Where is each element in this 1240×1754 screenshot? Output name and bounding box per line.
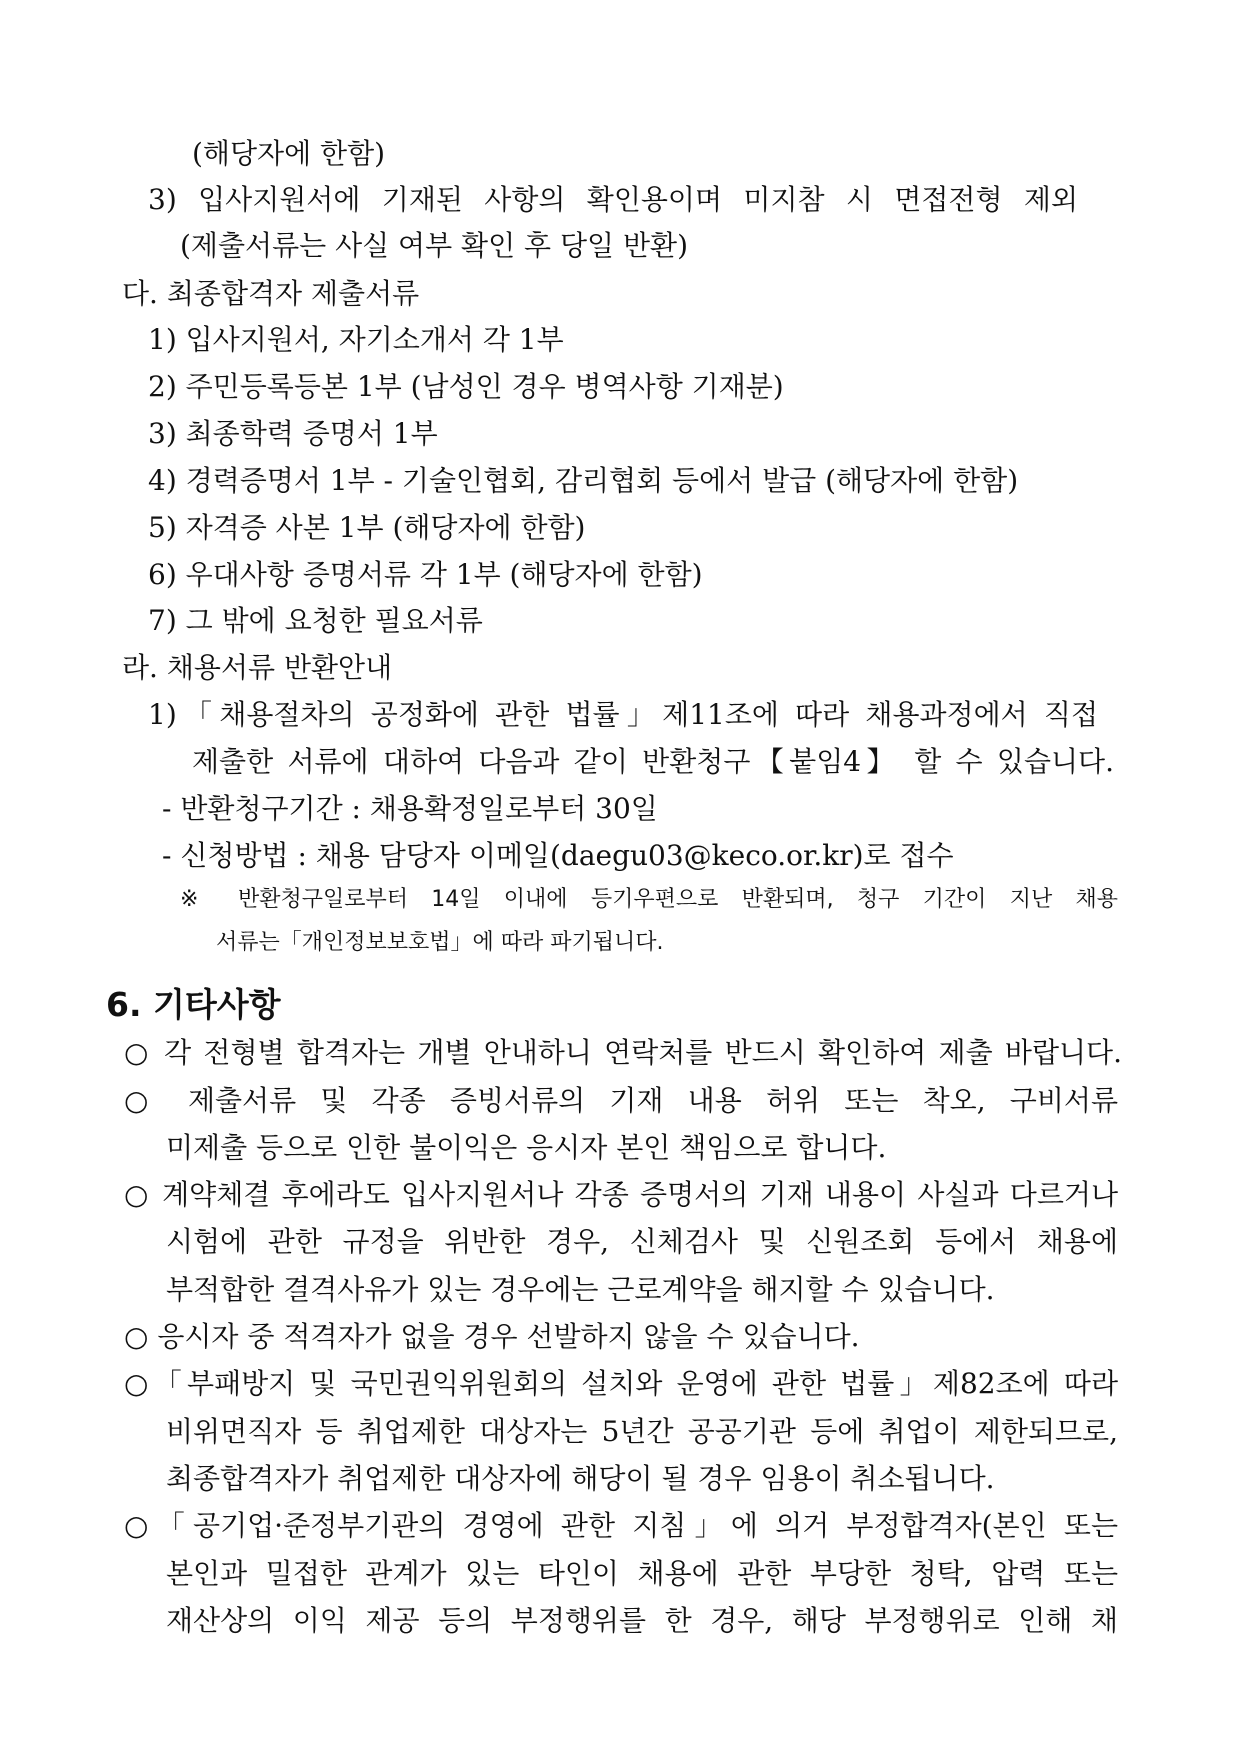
misc-item-2-cont: 미제출 등으로 인한 불이익은 응시자 본인 책임으로 합니다. xyxy=(166,1131,887,1164)
final-doc-item-7: 7) 그 밖에 요청한 필요서류 xyxy=(148,604,483,637)
misc-item-2: ○ 제출서류 및 각종 증빙서류의 기재 내용 허위 또는 착오, 구비서류 xyxy=(124,1084,1118,1117)
subsection-final-docs: 다. 최종합격자 제출서류 xyxy=(122,277,420,310)
doc-return-item-1-cont: 제출한 서류에 대하여 다음과 같이 반환청구【붙임4】 할 수 있습니다. xyxy=(192,745,1114,778)
misc-item-5-cont-1: 비위면직자 등 취업제한 대상자는 5년간 공공기관 등에 취업이 제한되므로, xyxy=(166,1415,1118,1448)
subsection-doc-return: 라. 채용서류 반환안내 xyxy=(122,651,393,684)
list-item-3-note: (제출서류는 사실 여부 확인 후 당일 반환) xyxy=(180,229,689,262)
list-item-3-interview-docs: 3) 입사지원서에 기재된 사항의 확인용이며 미지참 시 면접전형 제외 xyxy=(148,183,1078,216)
return-notice: ※ 반환청구일로부터 14일 이내에 등기우편으로 반환되며, 청구 기간이 지난 채용 xyxy=(180,887,1118,912)
final-doc-item-5: 5) 자격증 사본 1부 (해당자에 한함) xyxy=(148,511,586,544)
application-method: - 신청방법 : 채용 담당자 이메일(daegu03@keco.or.kr)로 접수 xyxy=(162,839,954,872)
misc-item-3-cont-2: 부적합한 결격사유가 있는 경우에는 근로계약을 해지할 수 있습니다. xyxy=(166,1273,995,1306)
misc-item-1: ○ 각 전형별 합격자는 개별 안내하니 연락처를 반드시 확인하여 제출 바랍니다. xyxy=(124,1036,1122,1069)
final-doc-item-6: 6) 우대사항 증명서류 각 1부 (해당자에 한함) xyxy=(148,558,703,591)
misc-item-6: ○「공기업·준정부기관의 경영에 관한 지침」에 의거 부정합격자(본인 또는 xyxy=(124,1509,1118,1542)
misc-item-4: ○ 응시자 중 적격자가 없을 경우 선발하지 않을 수 있습니다. xyxy=(124,1320,860,1353)
doc-return-item-1: 1)「채용절차의 공정화에 관한 법률」제11조에 따라 채용과정에서 직접 xyxy=(148,698,1098,731)
misc-item-6-cont-2: 재산상의 이익 제공 등의 부정행위를 한 경우, 해당 부정행위로 인해 채 xyxy=(166,1604,1118,1637)
misc-item-3-cont-1: 시험에 관한 규정을 위반한 경우, 신체검사 및 신원조회 등에서 채용에 xyxy=(166,1225,1118,1258)
misc-item-3: ○ 계약체결 후에라도 입사지원서나 각종 증명서의 기재 내용이 사실과 다르거나 xyxy=(124,1178,1118,1211)
return-period: - 반환청구기간 : 채용확정일로부터 30일 xyxy=(162,792,658,825)
section-heading-misc: 6. 기타사항 xyxy=(106,985,281,1024)
misc-item-6-cont-1: 본인과 밀접한 관계가 있는 타인이 채용에 관한 부당한 청탁, 압력 또는 xyxy=(166,1557,1118,1590)
final-doc-item-2: 2) 주민등록등본 1부 (남성인 경우 병역사항 기재분) xyxy=(148,370,784,403)
final-doc-item-3: 3) 최종학력 증명서 1부 xyxy=(148,417,438,450)
misc-item-5-cont-2: 최종합격자가 취업제한 대상자에 해당이 될 경우 임용이 취소됩니다. xyxy=(166,1462,995,1495)
final-doc-item-1: 1) 입사지원서, 자기소개서 각 1부 xyxy=(148,323,564,356)
continued-note: (해당자에 한함) xyxy=(192,137,386,170)
return-notice-cont: 서류는「개인정보보호법」에 따라 파기됩니다. xyxy=(216,930,664,955)
misc-item-5: ○「부패방지 및 국민권익위원회의 설치와 운영에 관한 법률」제82조에 따라 xyxy=(124,1367,1118,1400)
final-doc-item-4: 4) 경력증명서 1부 - 기술인협회, 감리협회 등에서 발급 (해당자에 한함) xyxy=(148,464,1019,497)
